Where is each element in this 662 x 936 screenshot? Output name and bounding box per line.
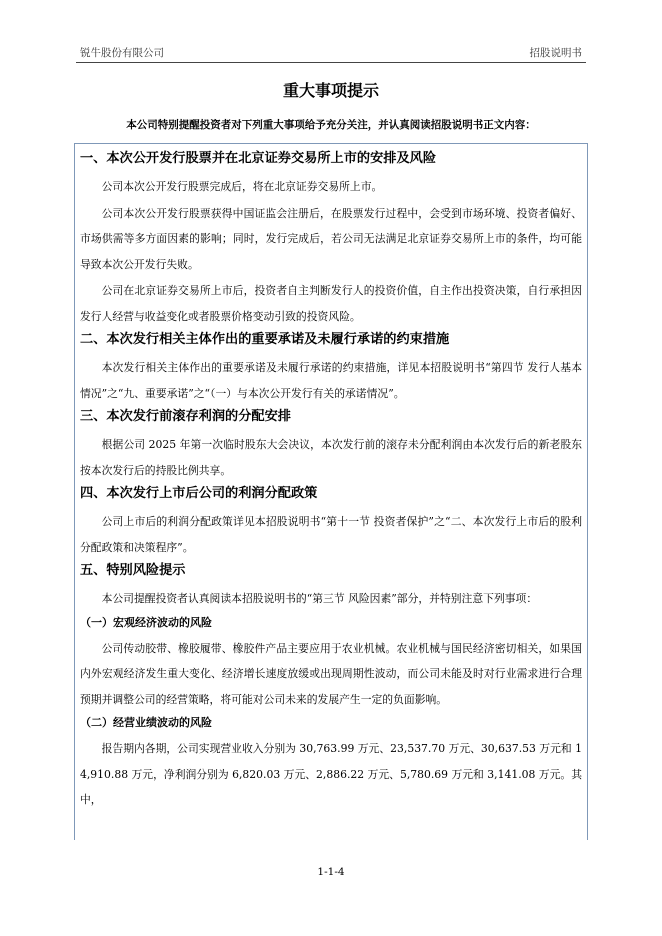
paragraph: 报告期内各期，公司实现营业收入分别为 30,763.99 万元、23,537.70 万元、30,637.53 万元和 14,910.88 万元，净利润分别为 6,820.03 万元、2,886.22 万元、5,780.69 万元和 3,141.08 万元。其中， <box>80 742 582 806</box>
page-title: 重大事项提示 <box>282 81 379 100</box>
paragraph: 公司本次公开发行股票完成后，将在北京证券交易所上市。 <box>101 180 383 193</box>
paragraph: 公司本次公开发行股票获得中国证监会注册后，在股票发行过程中，会受到市场环境、投资者偏好、市场供需等多方面因素的影响；同时，发行完成后，若公司无法满足北京证券交易所上市的条件，均可能导致本次公开发行失败。 <box>80 206 582 271</box>
document-body <box>80 149 582 814</box>
section-heading: 一、本次公开发行股票并在北京证券交易所上市的安排及风险 <box>80 151 437 166</box>
header-company: 锐牛股份有限公司 <box>80 47 164 59</box>
page-number: 1-1-4 <box>317 866 345 878</box>
subsection-heading: （一）宏观经济波动的风险 <box>80 615 212 629</box>
header-divider <box>76 62 586 63</box>
paragraph: 根据公司 2025 年第一次临时股东大会决议，本次发行前的滚存未分配利润由本次发行后的新老股东按本次发行后的持股比例共享。 <box>80 438 582 477</box>
header-doc-type: 招股说明书 <box>529 47 582 59</box>
paragraph: 本次发行相关主体作出的重要承诺及未履行承诺的约束措施，详见本招股说明书“第四节 发行人基本情况”之“九、重要承诺”之“（一）与本次公开发行有关的承诺情况”。 <box>80 361 582 400</box>
section-heading: 二、本次发行相关主体作出的重要承诺及未履行承诺的约束措施 <box>80 332 450 347</box>
section-heading: 四、本次发行上市后公司的利润分配政策 <box>80 486 318 501</box>
paragraph: 公司在北京证券交易所上市后，投资者自主判断发行人的投资价值，自主作出投资决策，自行承担因发行人经营与收益变化或者股票价格变动引致的投资风险。 <box>80 284 582 323</box>
paragraph: 公司传动胶带、橡胶履带、橡胶件产品主要应用于农业机械。农业机械与国民经济密切相关，如果国内外宏观经济发生重大变化、经济增长速度放缓或出现周期性波动，而公司未能及时对行业需求进行合理预期并调整公司的经营策略，将可能对公司未来的发展产生一定的负面影响。 <box>80 641 582 706</box>
section-heading: 三、本次发行前滚存利润的分配安排 <box>80 409 291 424</box>
paragraph: 本公司提醒投资者认真阅读本招股说明书的“第三节 风险因素”部分，并特别注意下列事项： <box>101 592 538 605</box>
section-heading: 五、特别风险提示 <box>80 563 186 578</box>
subsection-heading: （二）经营业绩波动的风险 <box>80 716 212 729</box>
paragraph: 公司上市后的利润分配政策详见本招股说明书“第十一节 投资者保护”之“二、本次发行上市后的股利分配政策和决策程序”。 <box>80 515 582 554</box>
notice-text: 本公司特别提醒投资者对下列重大事项给予充分关注，并认真阅读招股说明书正文内容： <box>126 119 536 131</box>
